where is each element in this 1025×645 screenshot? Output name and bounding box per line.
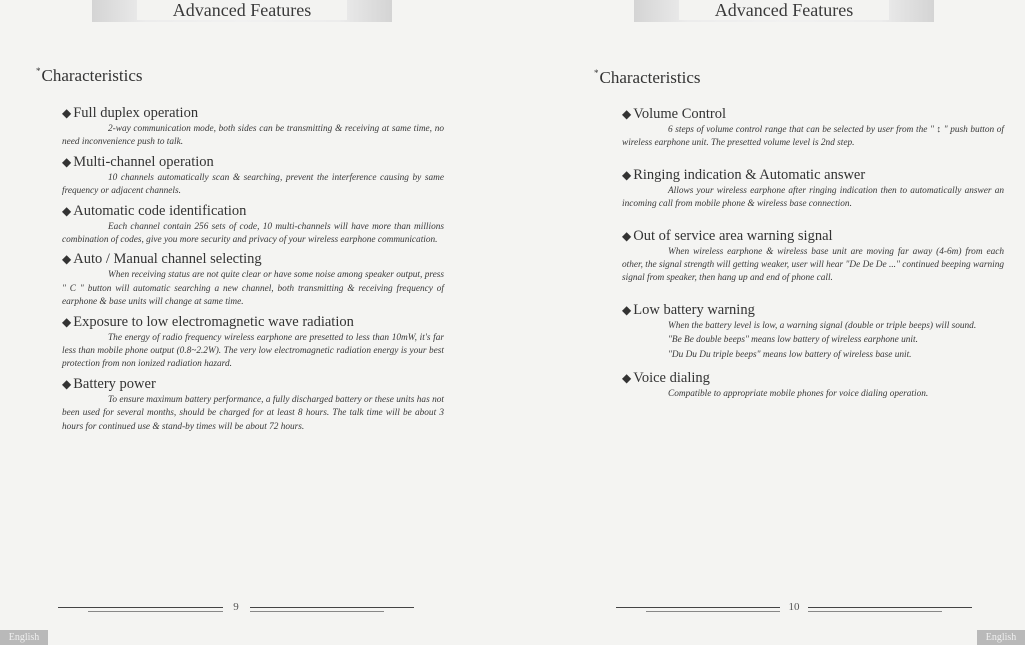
feature-title: Voice dialing <box>633 370 710 387</box>
feature-description: The energy of radio frequency wireless earphone are presetted to less than 10mW, it's far less than mobile phone output (0.8~2.2W). The very low electromagnetic radiation energy is your best protection from non ionized radiation hazard. <box>62 332 444 370</box>
asterisk-icon: * <box>36 66 41 76</box>
feature-description: 6 steps of volume control range that can be selected by user from the " ↕ " push button of wireless earphone unit. The presetted volume level is 2nd step. <box>622 125 1004 149</box>
feature-title: Automatic code identification <box>73 202 247 219</box>
feature-item <box>62 314 444 372</box>
section-title: *Characteristics <box>594 68 701 87</box>
feature-description: 2-way communication mode, both sides can be transmitting & receiving at same time, no need inconvenience push to talk. <box>62 124 444 148</box>
feature-title: Low battery warning <box>633 301 755 318</box>
feature-description: 10 channels automatically scan & searching, prevent the interference causing by same frequency or adjacent channels. <box>62 172 444 197</box>
diamond-bullet-icon: ◆ <box>622 107 632 121</box>
footer-rule <box>808 607 972 608</box>
feature-description: Compatible to appropriate mobile phones for voice dialing operation. <box>668 389 929 400</box>
feature-description: Allows your wireless earphone after ringing indication then to automatically answer an incoming call from mobile phone & wireless base connection. <box>622 185 1004 210</box>
feature-title: Volume Control <box>633 106 727 122</box>
section-title: *Characteristics <box>36 66 143 85</box>
feature-title: Exposure to low electromagnetic wave radiation <box>73 313 354 330</box>
feature-item <box>62 105 444 150</box>
language-tag: English <box>0 630 48 645</box>
feature-title: Multi-channel operation <box>73 153 214 170</box>
diamond-bullet-icon: ◆ <box>62 252 72 267</box>
page-header-banner <box>92 0 392 22</box>
feature-title: Ringing indication & Automatic answer <box>633 166 866 183</box>
feature-description: To ensure maximum battery performance, a fully discharged battery or these units has not been used for several months, should be charged for at least 8 hours. The talk time will be about 3 hours for continued use & stand-by times will be about 72 hours. <box>62 394 444 432</box>
page-header-title: Advanced Features <box>137 0 347 20</box>
feature-title: Full duplex operation <box>73 105 199 121</box>
feature-title: Auto / Manual channel selecting <box>73 251 262 268</box>
footer-rule <box>88 611 223 612</box>
page-number: 10 <box>788 601 800 613</box>
right-page <box>512 0 1025 645</box>
feature-description: When receiving status are not quite clear or have some noise among speaker output, press " C " button will automatic searching a new channel, both transmitting & receiving frequency of earphone & base units will change at same time. <box>62 270 444 308</box>
page-number: 9 <box>233 601 239 613</box>
left-page <box>0 0 512 645</box>
diamond-bullet-icon: ◆ <box>62 203 72 218</box>
feature-list <box>62 105 444 438</box>
diamond-bullet-icon: ◆ <box>62 154 72 169</box>
footer-rule <box>646 611 780 612</box>
feature-item <box>622 302 1004 362</box>
diamond-bullet-icon: ◆ <box>622 371 632 386</box>
feature-note: "Be Be double beeps" means low battery of wireless earphone unit. <box>668 335 918 346</box>
feature-item <box>62 154 444 199</box>
feature-item <box>622 370 1004 401</box>
feature-description: When wireless earphone & wireless base unit are moving far away (4-6m) from each other, the signal strength will getting weaker, user will hear "De De De ..." continued beeping warning signal from speaker, then hang up and end of phone call. <box>622 246 1004 284</box>
page-footer <box>58 601 414 619</box>
footer-rule <box>58 607 223 608</box>
diamond-bullet-icon: ◆ <box>622 228 632 243</box>
footer-rule <box>250 607 414 608</box>
feature-note: "Du Du Du triple beeps" means low battery of wireless base unit. <box>668 349 912 360</box>
feature-description: When the battery level is low, a warning signal (double or triple beeps) will sound. <box>668 320 977 331</box>
diamond-bullet-icon: ◆ <box>62 106 72 120</box>
page-header-title: Advanced Features <box>679 0 889 20</box>
diamond-bullet-icon: ◆ <box>622 302 632 317</box>
asterisk-icon: * <box>594 68 599 78</box>
page-footer <box>616 601 972 619</box>
feature-description: Each channel contain 256 sets of code, 10 multi-channels will have more than millions combination of codes, give you more security and privacy of your wireless earphone communication. <box>62 221 444 246</box>
feature-list <box>622 106 1004 401</box>
feature-item <box>622 228 1004 286</box>
diamond-bullet-icon: ◆ <box>62 314 72 329</box>
feature-item <box>62 376 444 434</box>
diamond-bullet-icon: ◆ <box>62 376 72 391</box>
language-tag: English <box>977 630 1025 645</box>
feature-item <box>622 106 1004 151</box>
diamond-bullet-icon: ◆ <box>622 167 632 182</box>
page-header-banner <box>634 0 934 22</box>
feature-title: Out of service area warning signal <box>633 227 833 244</box>
footer-rule <box>250 611 384 612</box>
feature-title: Battery power <box>73 375 156 392</box>
footer-rule <box>616 607 780 608</box>
feature-item <box>62 251 444 309</box>
feature-item <box>622 167 1004 212</box>
footer-rule <box>808 611 942 612</box>
feature-item <box>62 203 444 248</box>
